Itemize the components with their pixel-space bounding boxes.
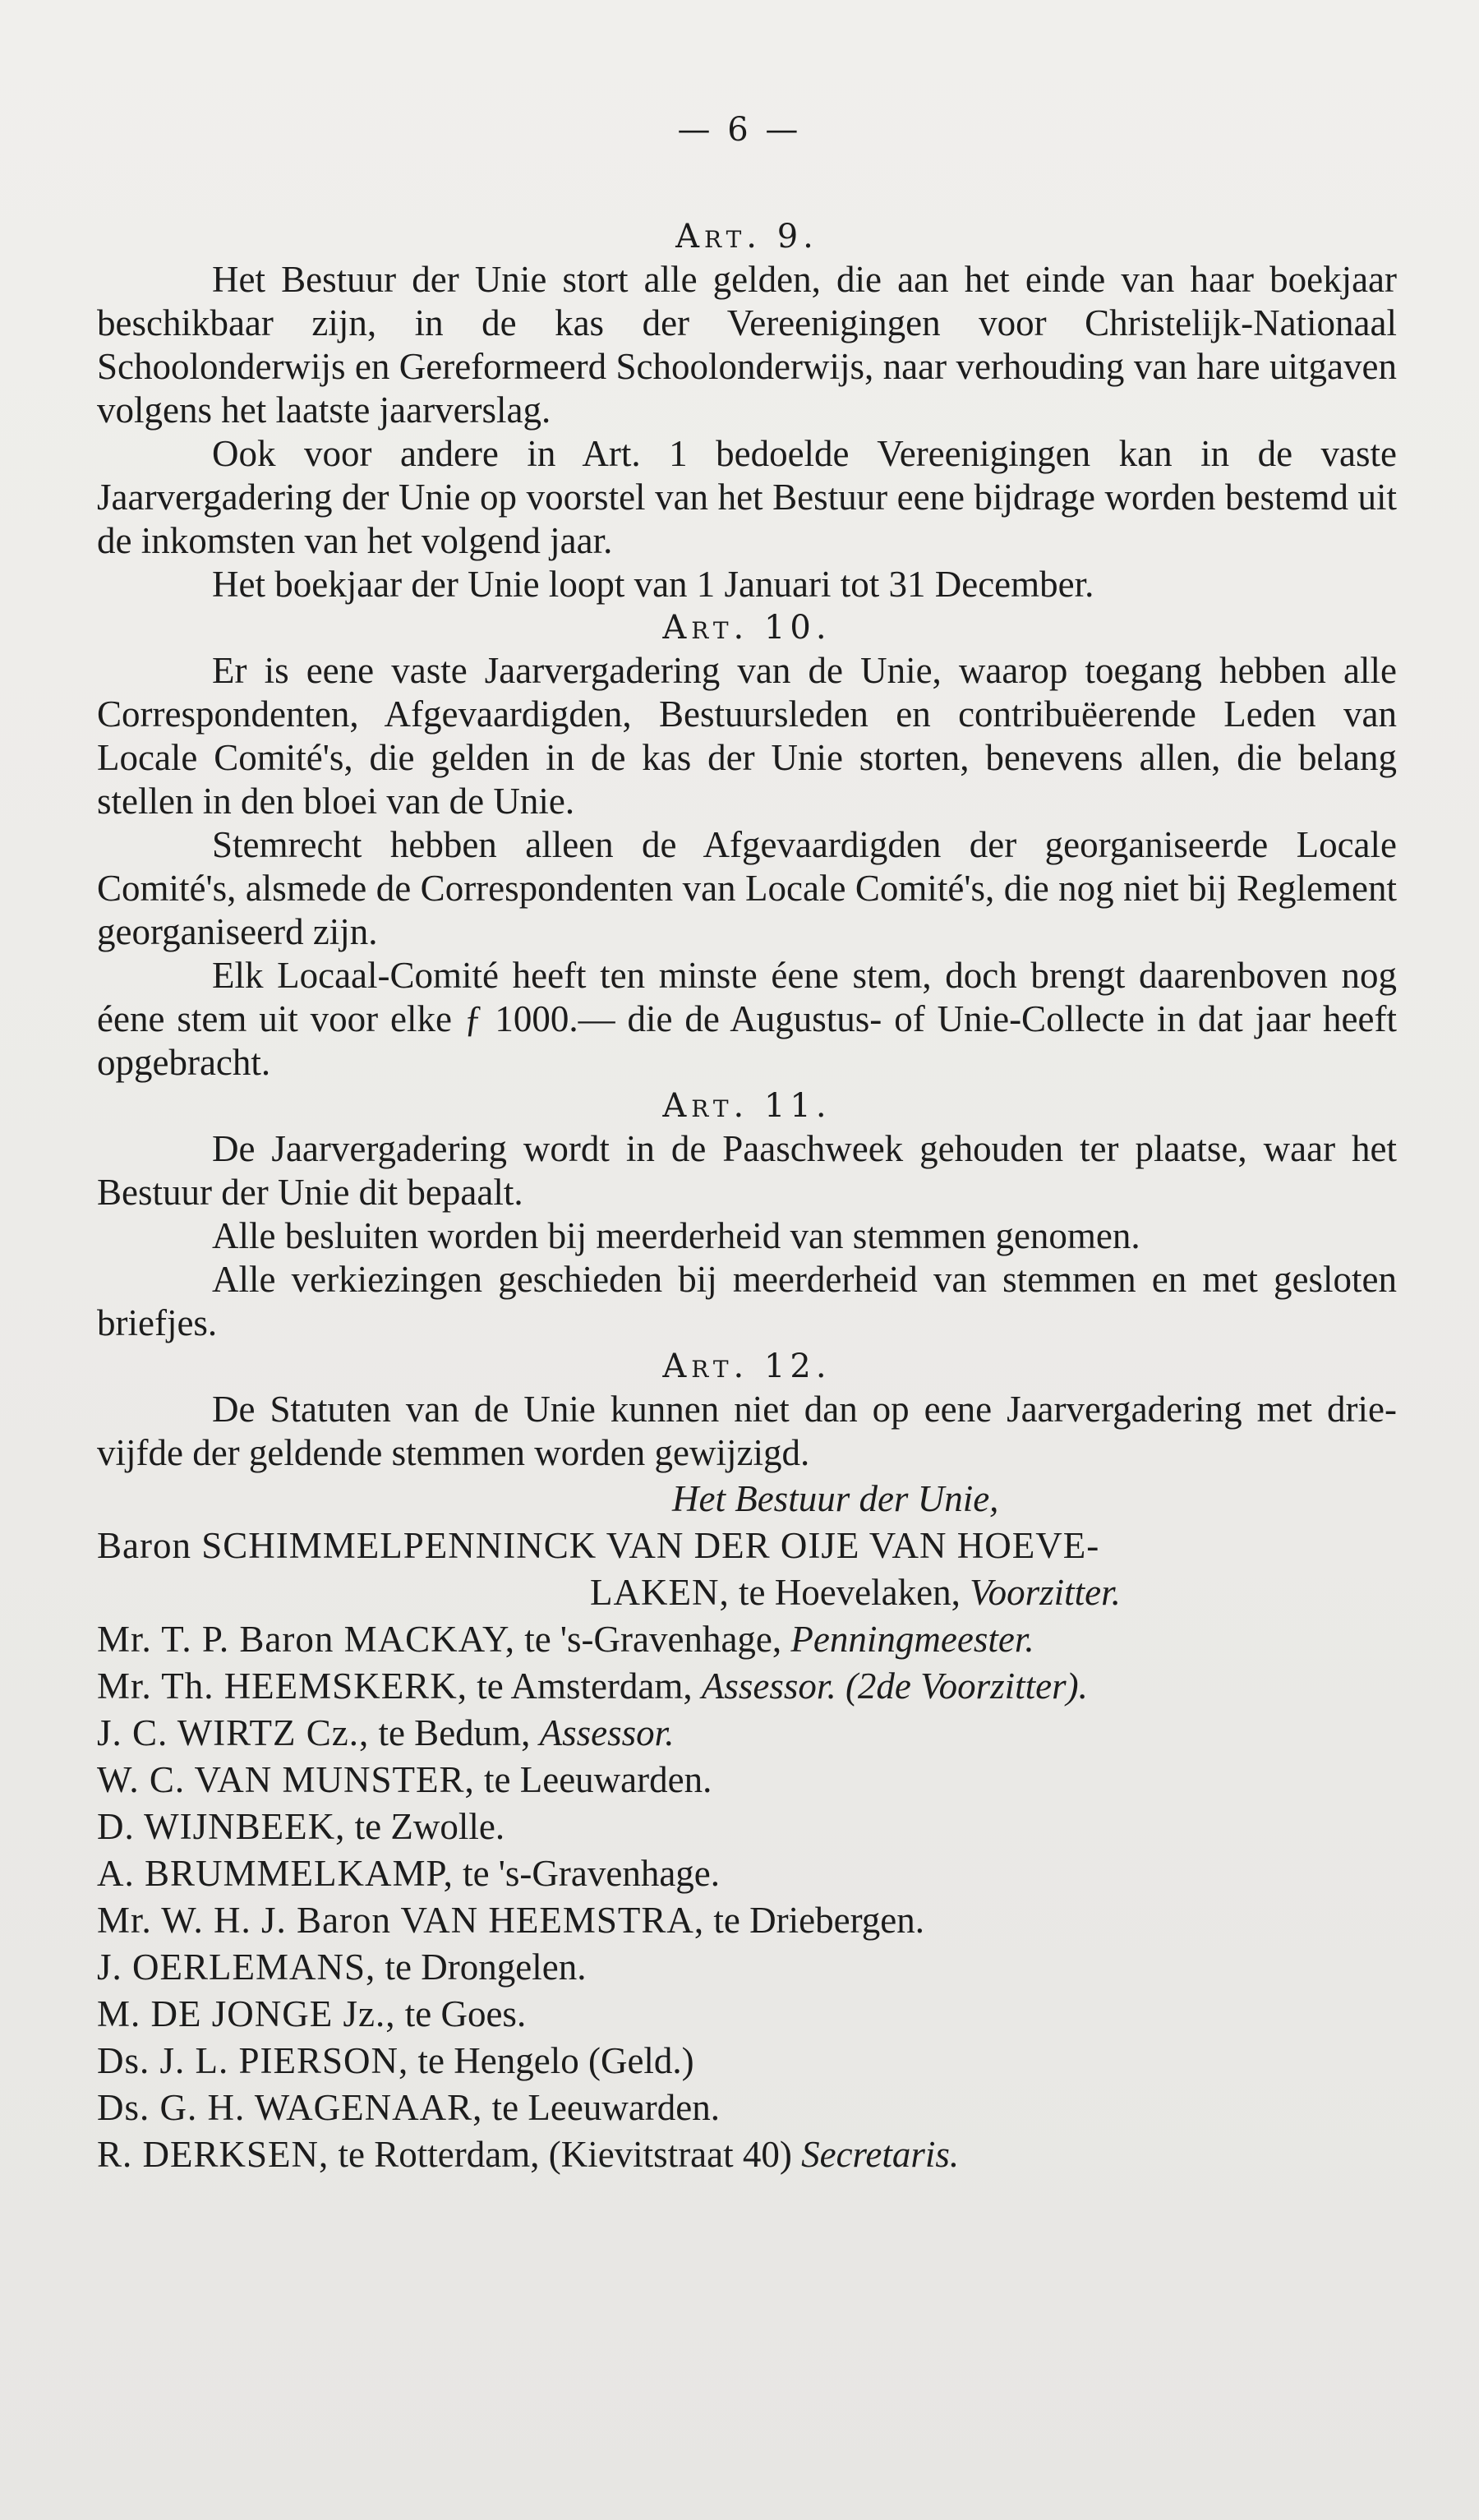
- signature-line: Het Bestuur der Unie,: [672, 1478, 999, 1519]
- board-member: Mr. T. P. Baron MACKAY, te 's-Gravenhage, Penningmeester.: [97, 1619, 1034, 1660]
- paragraph: De Statuten van de Unie kunnen niet dan op eene Jaarvergadering met drie-vijfde der geldende stemmen worden gewijzigd.: [97, 1389, 1397, 1473]
- board-member: Baron SCHIMMELPENNINCK VAN DER OIJE VAN HOEVE-: [97, 1525, 1100, 1566]
- board-member: M. DE JONGE Jz., te Goes.: [97, 1993, 527, 2034]
- board-member: Ds. G. H. WAGENAAR, te Leeuwarden.: [97, 2087, 721, 2128]
- paragraph: De Jaarvergadering wordt in de Paaschweek gehouden ter plaatse, waar het Bestuur der Unie dit bepaalt.: [97, 1128, 1397, 1213]
- board-member: J. OERLEMANS, te Drongelen.: [97, 1946, 587, 1988]
- paragraph: Alle besluiten worden bij meerderheid van stemmen genomen.: [212, 1215, 1140, 1256]
- board-member: LAKEN, te Hoevelaken, Voorzitter.: [590, 1572, 1121, 1613]
- board-member: D. WIJNBEEK, te Zwolle.: [97, 1806, 505, 1847]
- board-member: Mr. W. H. J. Baron VAN HEEMSTRA, te Driebergen.: [97, 1900, 924, 1941]
- article-heading: Art. 12.: [662, 1348, 832, 1385]
- board-member: W. C. VAN MUNSTER, te Leeuwarden.: [97, 1759, 712, 1800]
- paragraph: Er is eene vaste Jaarvergadering van de Unie, waarop toegang hebben alle Correspondenten, Afgevaardigden, Bestuursleden en contribuëerende Leden van Locale Comité's, die gelden in de kas der Unie storten, benevens allen, die belang stellen in den bloei van de Unie.: [97, 650, 1397, 822]
- paragraph: Alle verkiezingen geschieden bij meerderheid van stemmen en met gesloten briefjes.: [97, 1259, 1397, 1343]
- article-heading: Art. 9.: [675, 218, 818, 256]
- paragraph: Het boekjaar der Unie loopt van 1 Januari tot 31 December.: [212, 564, 1094, 605]
- paragraph: Ook voor andere in Art. 1 bedoelde Vereenigingen kan in de vaste Jaarvergadering der Unie op voorstel van het Bestuur eene bijdrage worden bestemd uit de inkomsten van het volgend jaar.: [97, 433, 1397, 561]
- statutes-text: [97, 215, 1397, 2178]
- page-number: — 6 —: [677, 111, 802, 149]
- board-member: A. BRUMMELKAMP, te 's-Gravenhage.: [97, 1853, 721, 1894]
- article-heading: Art. 11.: [662, 1087, 832, 1125]
- board-member: Mr. Th. HEEMSKERK, te Amsterdam, Assessor. (2de Voorzitter).: [97, 1665, 1088, 1707]
- board-member: J. C. WIRTZ Cz., te Bedum, Assessor.: [97, 1712, 675, 1753]
- board-member: R. DERKSEN, te Rotterdam, (Kievitstraat 40) Secretaris.: [97, 2134, 960, 2175]
- board-member: Ds. J. L. PIERSON, te Hengelo (Geld.): [97, 2040, 694, 2081]
- article-heading: Art. 10.: [662, 609, 832, 647]
- paragraph: Elk Locaal-Comité heeft ten minste éene stem, doch brengt daarenboven nog éene stem uit voor elke ƒ 1000.— die de Augustus- of Unie-Collecte in dat jaar heeft opgebracht.: [97, 955, 1397, 1083]
- paragraph: Het Bestuur der Unie stort alle gelden, die aan het einde van haar boekjaar beschikbaar zijn, in de kas der Vereenigingen voor Christelijk-Nationaal Schoolonderwijs en Gereformeerd Schoolonderwijs, naar verhouding van hare uitgaven volgens het laatste jaarverslag.: [97, 259, 1397, 431]
- paragraph: Stemrecht hebben alleen de Afgevaardigden der georganiseerde Locale Comité's, alsmede de Correspondenten van Locale Comité's, die nog niet bij Reglement georganiseerd zijn.: [97, 824, 1397, 952]
